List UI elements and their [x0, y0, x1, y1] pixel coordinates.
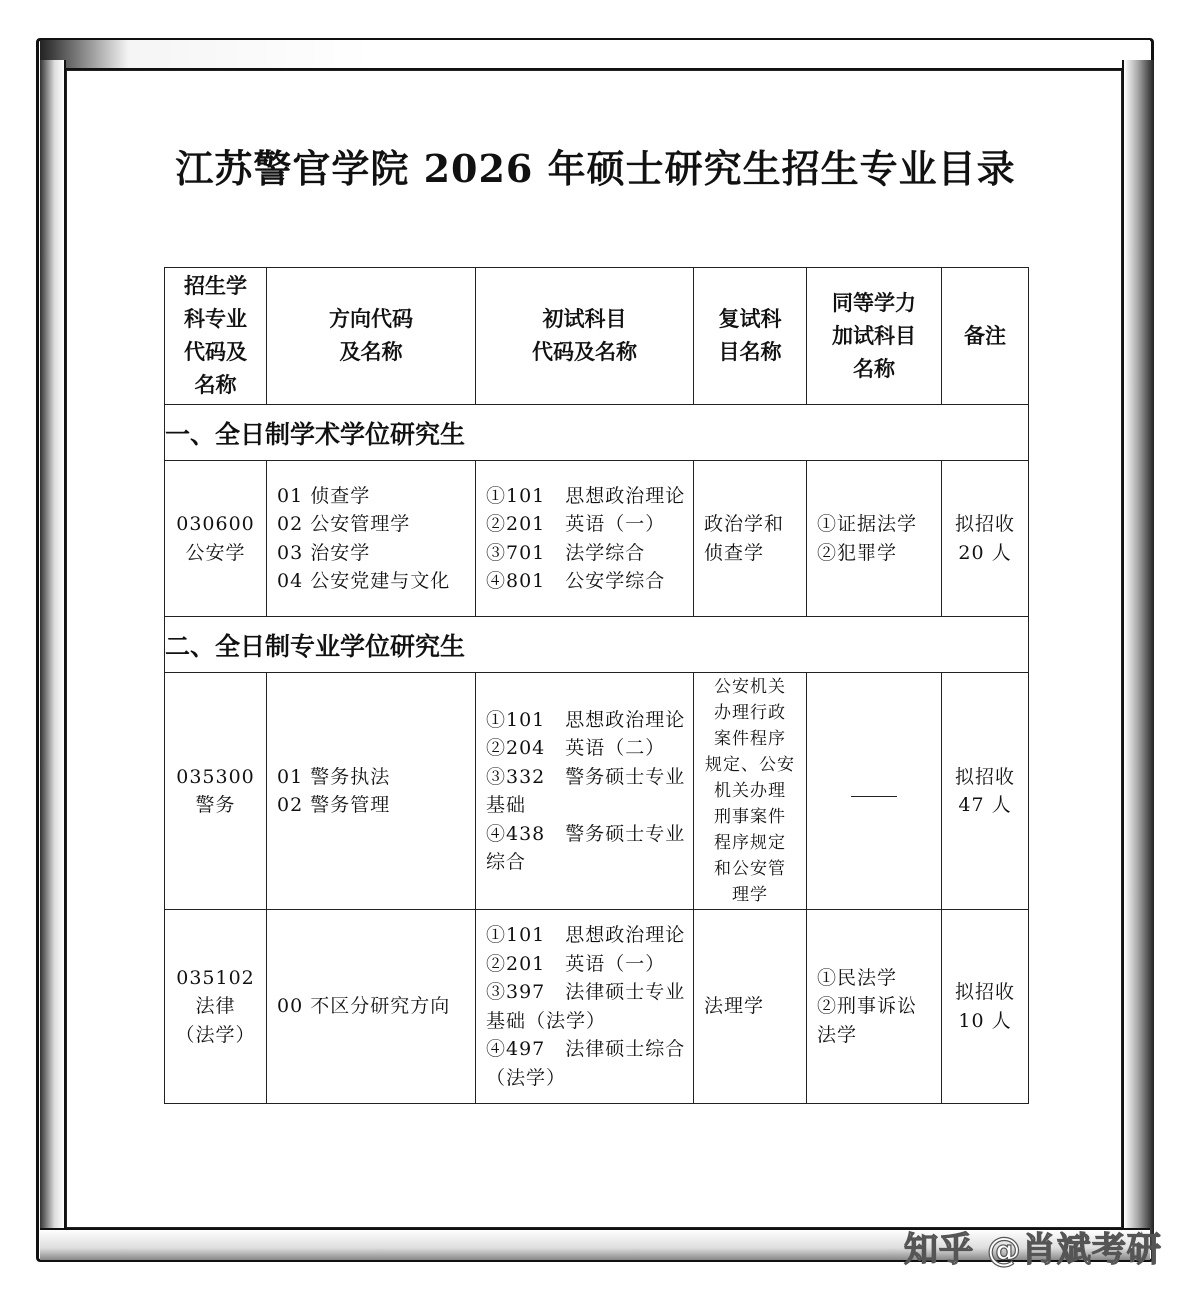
note-line: 拟招收	[954, 765, 1015, 788]
header-col1-lines	[165, 270, 266, 402]
equivalent-subject: ②犯罪学	[817, 541, 898, 564]
retest-line: 程序规定	[714, 833, 786, 853]
table-row	[165, 673, 1029, 910]
equivalent-subject: ①证据法学	[817, 513, 918, 535]
header-col5-line: 同等学力	[832, 290, 916, 315]
exam-subjects-cell	[476, 673, 694, 910]
note-line: 20 人	[958, 541, 1012, 564]
header-col5-line: 名称	[853, 356, 895, 381]
header-col5-line: 加试科目	[832, 323, 916, 348]
retest-line: 法理学	[704, 995, 765, 1018]
equivalent-subject: ②刑事诉讼	[817, 995, 918, 1018]
frame-edge-left	[40, 60, 66, 1250]
exam-subject: ①101 思想政治理论	[486, 484, 686, 507]
equivalent-subject: 法学	[817, 1023, 858, 1046]
direction-item: 02 警务管理	[277, 794, 391, 816]
retest-line: 机关办理	[714, 781, 786, 801]
header-col1-line: 代码及	[184, 340, 247, 364]
exam-subject: ①101 思想政治理论	[486, 924, 686, 946]
header-equivalent-subjects	[807, 268, 942, 405]
retest-line: 规定、公安	[705, 755, 795, 775]
retest-line: 侦查学	[704, 541, 765, 564]
header-col3-line: 初试科目	[542, 307, 627, 331]
direction-cell	[267, 910, 476, 1104]
retest-line: 政治学和	[704, 513, 785, 535]
direction-item: 01 侦查学	[277, 484, 371, 507]
retest-cell	[694, 461, 807, 617]
retest-cell	[694, 910, 807, 1104]
exam-subject: ④497 法律硕士综合	[486, 1038, 686, 1060]
exam-subject: ③397 法律硕士专业	[486, 981, 686, 1003]
program-code: 035300	[176, 765, 255, 788]
note-cell	[942, 910, 1029, 1104]
header-col4-line: 目名称	[718, 340, 782, 364]
note-cell	[942, 461, 1029, 617]
retest-line: 案件程序	[714, 729, 786, 749]
exam-subject: ③701 法学综合	[486, 541, 646, 564]
retest-cell	[694, 673, 807, 910]
retest-line: 和公安管	[714, 859, 786, 879]
header-retest-subjects	[694, 268, 807, 405]
exam-subject: ①101 思想政治理论	[486, 708, 686, 731]
exam-subject: ④801 公安学综合	[486, 570, 666, 592]
note-line: 47 人	[958, 794, 1012, 816]
retest-line: 理学	[732, 885, 768, 905]
exam-subject: ②204 英语（二）	[486, 737, 666, 759]
program-code-cell	[165, 673, 267, 910]
header-col2-line: 及名称	[339, 340, 403, 364]
header-direction	[267, 268, 476, 405]
frame-edge-top	[40, 40, 1150, 70]
program-catalog-table	[164, 267, 1029, 1104]
equivalent-subject: ①民法学	[817, 966, 898, 989]
table-row	[165, 461, 1029, 617]
exam-subjects-cell	[476, 461, 694, 617]
exam-subject: 综合	[486, 851, 527, 873]
retest-line: 办理行政	[714, 703, 786, 723]
note-line: 拟招收	[954, 981, 1015, 1003]
direction-item: 00 不区分研究方向	[277, 995, 451, 1018]
exam-subject: ②201 英语（一）	[486, 513, 666, 535]
equivalent-cell	[807, 910, 942, 1104]
direction-item: 03 治安学	[277, 541, 371, 564]
exam-subject: ③332 警务硕士专业	[486, 765, 686, 788]
section-title: 一、全日制学术学位研究生	[165, 405, 1029, 461]
equivalent-cell	[807, 673, 942, 910]
table-header-row	[165, 268, 1029, 405]
program-code-cell	[165, 461, 267, 617]
header-col3-line: 代码及名称	[532, 340, 637, 364]
section-title: 二、全日制专业学位研究生	[165, 617, 1029, 673]
program-subname: （法学）	[175, 1023, 256, 1046]
program-name: 公安学	[185, 541, 246, 564]
section-row-academic	[165, 405, 1029, 461]
direction-item: 01 警务执法	[277, 765, 391, 788]
note-cell	[942, 673, 1029, 910]
empty-dash	[851, 796, 897, 797]
exam-subject: ②201 英语（一）	[486, 952, 666, 975]
program-name: 警务	[195, 794, 236, 816]
header-col1-line: 科专业	[184, 307, 247, 331]
direction-item: 02 公安管理学	[277, 513, 411, 535]
equivalent-cell	[807, 461, 942, 617]
exam-subjects-cell	[476, 910, 694, 1104]
direction-cell	[267, 673, 476, 910]
watermark: 知乎 @肖斌考研	[904, 1230, 1162, 1270]
exam-subject: （法学）	[486, 1066, 567, 1089]
note-line: 拟招收	[954, 513, 1015, 535]
program-name: 法律	[195, 995, 236, 1018]
section-row-professional	[165, 617, 1029, 673]
direction-cell	[267, 461, 476, 617]
retest-line: 公安机关	[714, 677, 786, 697]
header-exam-subjects	[476, 268, 694, 405]
header-col4-line: 复试科	[718, 307, 782, 331]
program-code: 035102	[176, 966, 255, 989]
frame-edge-right	[1122, 60, 1154, 1250]
table-row	[165, 910, 1029, 1104]
header-col1-line: 招生学	[184, 274, 247, 298]
exam-subject: 基础（法学）	[486, 1009, 607, 1032]
program-code: 030600	[176, 513, 255, 535]
exam-subject: 基础	[486, 794, 527, 816]
retest-line: 刑事案件	[714, 807, 786, 827]
note-line: 10 人	[958, 1009, 1012, 1032]
direction-item: 04 公安党建与文化	[277, 570, 451, 592]
header-notes: 备注	[942, 268, 1029, 405]
header-col2-line: 方向代码	[329, 307, 413, 331]
exam-subject: ④438 警务硕士专业	[486, 822, 686, 845]
program-code-cell	[165, 910, 267, 1104]
header-program-code	[165, 268, 267, 405]
document-title: 江苏警官学院 2026 年硕士研究生招生专业目录	[175, 146, 1016, 191]
header-col1-line: 名称	[194, 373, 237, 397]
